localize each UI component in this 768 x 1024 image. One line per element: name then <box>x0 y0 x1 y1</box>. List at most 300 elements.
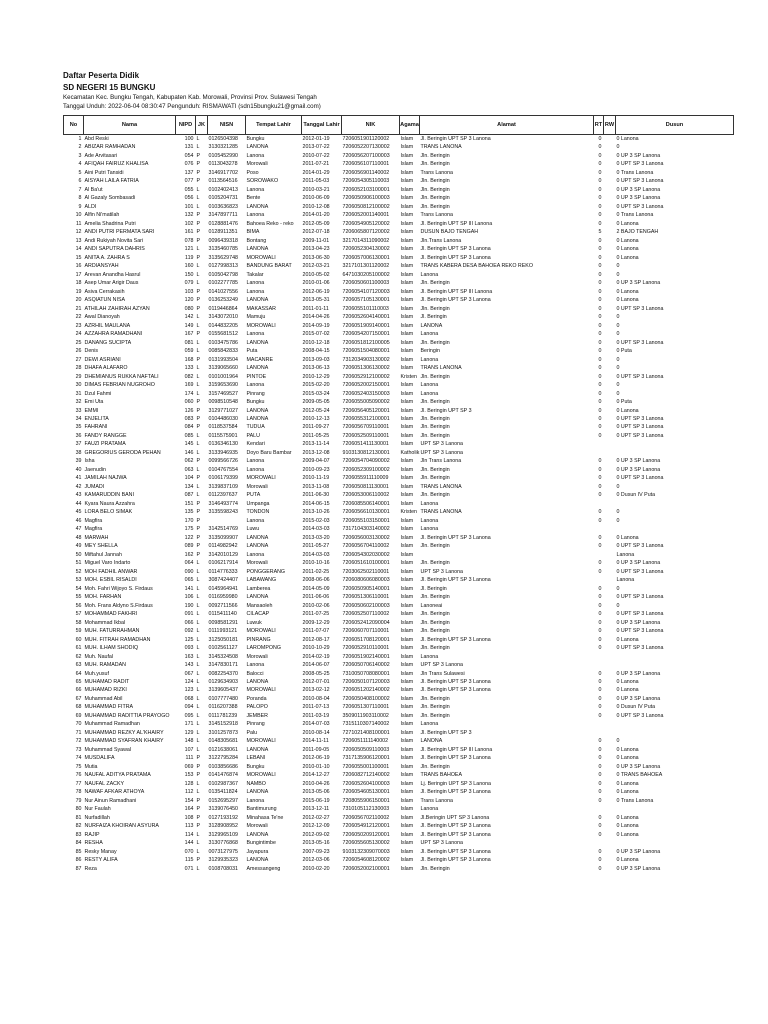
cell-nisn: 0102561127 <box>208 645 238 652</box>
cell-jk: P <box>196 458 201 465</box>
cell-tanggal-lahir: 2013-04-23 <box>302 246 330 253</box>
cell-nama: MOH FADHIL ANWAR <box>84 568 138 575</box>
cell-alamat: Jl. Beringin UPT SP 3 Lanona <box>420 246 491 253</box>
cell-tempat-lahir: MACANRE <box>246 356 273 363</box>
cell-no: 21 <box>75 305 82 312</box>
cell-rt: 0 <box>598 823 602 830</box>
cell-nisn: 3146917702 <box>208 169 238 176</box>
cell-rw <box>604 805 616 813</box>
cell-nisn: 0136346130 <box>208 441 238 448</box>
cell-agama: Islam <box>400 212 414 219</box>
cell-dusun: 0 Lanona <box>616 297 639 304</box>
cell-dusun: 0 <box>616 390 620 397</box>
cell-dusun: 0 UPT SP 3 Lanona <box>616 594 664 601</box>
cell-nisn: 0113043278 <box>208 161 238 168</box>
cell-nipd: 162 <box>184 551 194 558</box>
cell-no: 15 <box>75 254 82 261</box>
cell-tanggal-lahir: 2011-01-11 <box>302 305 329 312</box>
cell-no: 16 <box>75 263 82 270</box>
cell-jk: L <box>196 365 200 372</box>
cell-dusun: 0 Lanona <box>616 679 639 685</box>
cell-jk: L <box>196 432 200 439</box>
cell-nama: Muh. Naufal <box>84 653 114 660</box>
cell-tempat-lahir: LABAWANG <box>246 577 277 584</box>
cell-nisn: 3142514769 <box>208 526 238 533</box>
cell-no: 23 <box>75 322 82 329</box>
cell-nisn: 0126504398 <box>208 136 238 142</box>
cell-alamat: Lanona <box>420 806 439 813</box>
cell-rw <box>604 407 616 415</box>
table-row <box>64 551 734 559</box>
cell-nama: DANANG SUCIPTA <box>84 339 132 346</box>
cell-tanggal-lahir: 2011-07-07 <box>302 628 330 635</box>
cell-tanggal-lahir: 2010-08-14 <box>302 729 330 736</box>
cell-alamat: Jl. Beringin UPT SP 3 Lanona <box>420 254 491 261</box>
cell-jk: P <box>196 763 201 770</box>
cell-no: 74 <box>75 755 82 762</box>
cell-no: 3 <box>78 152 82 159</box>
cell-agama: Islam <box>400 662 414 669</box>
cell-nisn: 3130321285 <box>208 144 238 151</box>
cell-nama: Nur Ainun Ramadhani <box>84 797 137 804</box>
cell-agama: Islam <box>400 806 414 813</box>
cell-tempat-lahir: PONGGERANG <box>246 568 286 575</box>
cell-rt: 0 <box>598 763 602 770</box>
cell-agama: Islam <box>400 848 414 855</box>
col-header-nik: NIK <box>342 116 400 135</box>
table-row <box>64 525 734 533</box>
cell-tempat-lahir: Bungku <box>246 136 265 142</box>
cell-no: 71 <box>75 729 82 736</box>
cell-jk: P <box>196 806 201 813</box>
cell-tanggal-lahir: 2011-09-05 <box>302 746 330 753</box>
cell-nisn: 0115411140 <box>208 611 237 618</box>
cell-dusun: 0 UP 3 SP Lanona <box>616 763 661 770</box>
cell-tempat-lahir: LANONA <box>246 857 269 864</box>
cell-no: 85 <box>75 848 82 855</box>
cell-dusun: 0 Lanona <box>616 254 639 261</box>
cell-nisn: 3157469527 <box>208 390 238 397</box>
cell-nik: 7206051610100001 <box>342 560 390 567</box>
cell-tanggal-lahir: 2011-07-21 <box>302 161 330 168</box>
cell-nama: Dzul Fahmi <box>84 390 112 397</box>
cell-rt: 0 <box>598 178 602 185</box>
cell-nama: NAUFAL ADITYA PRATAMA <box>84 772 151 779</box>
cell-nisn: 0129634903 <box>208 679 238 685</box>
cell-alamat: Jln. Beringin <box>420 305 450 312</box>
cell-dusun: 0 UPT SP 3 Lanona <box>616 432 664 439</box>
cell-rw <box>604 211 616 219</box>
cell-tanggal-lahir: 2013-10-26 <box>302 509 330 516</box>
cell-rw <box>604 373 616 381</box>
cell-nik: 7206050812100002 <box>342 203 390 210</box>
cell-nipd: 069 <box>184 763 194 770</box>
table-row <box>64 160 734 168</box>
cell-nama: MUHAMAD RIZKI <box>84 687 127 694</box>
cell-nama: Nur Faulah <box>84 806 111 813</box>
cell-rt <box>594 729 604 737</box>
cell-jk: L <box>196 831 200 838</box>
cell-dusun: 0 UP 3 SP Lanona <box>616 619 661 626</box>
cell-tanggal-lahir: 2011-09-27 <box>302 424 330 431</box>
cell-rt: 0 <box>598 373 602 380</box>
cell-alamat: Lanona <box>420 500 439 507</box>
cell-jk: P <box>196 178 201 185</box>
cell-rw <box>604 305 616 313</box>
cell-jk: P <box>196 543 201 550</box>
cell-jk: L <box>196 628 200 635</box>
cell-nisn: 3087424407 <box>208 577 238 584</box>
cell-rt: 0 <box>598 679 602 685</box>
table-row <box>64 466 734 474</box>
cell-dusun: 0 UP 3 SP Lanona <box>616 458 661 465</box>
cell-nisn: 0099566726 <box>208 458 238 465</box>
cell-rw <box>604 737 616 745</box>
cell-jk: L <box>196 746 200 753</box>
table-row <box>64 152 734 160</box>
cell-nipd: 168 <box>184 356 194 363</box>
cell-jk: L <box>196 390 200 397</box>
cell-rt: 0 <box>598 331 602 338</box>
cell-alamat: TRANS BAHOEA <box>420 772 463 779</box>
cell-rw <box>604 440 616 448</box>
cell-dusun: 0 UPT SP 3 Lanona <box>616 415 664 422</box>
cell-alamat: Beringin <box>420 348 440 355</box>
cell-nisn: 3128908952 <box>208 823 238 830</box>
cell-alamat: Lanona <box>420 382 439 389</box>
cell-nik: 7206052002100001 <box>342 865 390 872</box>
cell-tanggal-lahir: 2010-03-21 <box>302 186 330 193</box>
cell-dusun: 0 Lanona <box>616 831 639 838</box>
table-header-row <box>64 116 734 135</box>
cell-nik: 7206051902140001 <box>342 653 390 660</box>
cell-alamat: Lanona <box>420 331 439 338</box>
table-row <box>64 254 734 262</box>
cell-rw <box>604 678 616 686</box>
cell-rw <box>604 457 616 465</box>
cell-nik: 7206052509110001 <box>342 432 390 439</box>
cell-tempat-lahir: TONDON <box>246 509 270 516</box>
cell-rw <box>604 220 616 228</box>
cell-agama: Islam <box>400 305 414 312</box>
cell-alamat: Jln. Beringin <box>420 466 450 473</box>
cell-rw <box>604 602 616 610</box>
cell-no: 39 <box>75 458 82 465</box>
cell-rt <box>594 576 604 584</box>
cell-tanggal-lahir: 2011-05-27 <box>302 543 330 550</box>
cell-dusun: 0 UPT SP 3 Lanona <box>616 424 664 431</box>
cell-rw <box>604 347 616 355</box>
cell-jk: P <box>196 475 201 482</box>
cell-nisn: 0106179399 <box>208 475 238 482</box>
table-row <box>64 432 734 440</box>
cell-nipd: 080 <box>184 305 194 312</box>
table-row <box>64 754 734 762</box>
cell-agama: Islam <box>400 721 414 728</box>
cell-dusun: 0 UPT SP 3 Lanona <box>616 305 664 312</box>
cell-rw <box>604 576 616 584</box>
cell-nisn: 0144832205 <box>208 322 238 329</box>
cell-jk: P <box>196 415 201 422</box>
cell-jk: L <box>196 339 200 346</box>
cell-dusun <box>616 500 734 508</box>
cell-alamat: Lanona <box>420 721 439 728</box>
table-row <box>64 449 734 457</box>
cell-nisn: 0127193192 <box>208 814 238 821</box>
cell-jk: L <box>196 483 200 490</box>
cell-nama: Moh. Fahri Wijoyo S. Firdaus <box>84 585 153 592</box>
cell-nama: MUHAMMAD FITRA <box>84 704 134 711</box>
cell-no: 14 <box>75 246 82 253</box>
cell-no: 48 <box>75 534 82 541</box>
cell-nama: Asiva Cerrakasih <box>84 288 125 295</box>
cell-dusun: 0 <box>616 271 620 278</box>
cell-nama: Muhammad Syawal <box>84 746 132 753</box>
cell-nama: Miguel Varo Indarto <box>84 560 131 567</box>
cell-jk: P <box>196 424 201 431</box>
table-row <box>64 627 734 635</box>
cell-alamat: Jl. Beringin <box>420 585 447 592</box>
cell-tanggal-lahir: 2012-06-19 <box>302 288 330 295</box>
cell-agama: Islam <box>400 687 414 694</box>
cell-no: 87 <box>75 865 82 872</box>
cell-nama: MUHAMMAD REZKY AL'KHAIRY <box>84 729 164 736</box>
cell-tempat-lahir: Puta <box>246 348 258 355</box>
cell-tempat-lahir: MOROWALI <box>246 628 276 635</box>
cell-nisn: 0082254370 <box>208 670 238 677</box>
cell-nisn: 0106217914 <box>208 560 238 567</box>
cell-tempat-lahir: Poso <box>246 169 259 176</box>
cell-agama: Islam <box>400 619 414 626</box>
cell-dusun: 0 UP 3 SP Lanona <box>616 195 661 202</box>
cell-agama: Islam <box>400 814 414 821</box>
cell-tempat-lahir: LAROMPONG <box>246 645 281 652</box>
cell-tempat-lahir: Lanona <box>246 517 265 524</box>
cell-agama: Islam <box>400 229 414 236</box>
cell-rt: 0 <box>598 483 602 490</box>
cell-alamat: Jln. Beringin <box>420 161 450 168</box>
cell-alamat: Jl. Beringin UPT SP 3 <box>420 729 472 736</box>
table-row <box>64 143 734 151</box>
cell-rt: 0 <box>598 237 602 244</box>
cell-no: 70 <box>75 721 82 728</box>
cell-tanggal-lahir: 2008-06-06 <box>302 577 330 584</box>
cell-no: 32 <box>75 399 82 406</box>
cell-rw <box>604 474 616 482</box>
table-row <box>64 483 734 491</box>
cell-rw <box>604 262 616 270</box>
cell-dusun: 0 <box>616 602 620 609</box>
cell-tempat-lahir: Morowali <box>246 483 268 490</box>
cell-nipd: 122 <box>184 534 194 541</box>
table-row <box>64 381 734 389</box>
cell-nik: 7206052002150001 <box>342 382 390 389</box>
cell-nisn: 3133946935 <box>208 449 238 456</box>
cell-no: 61 <box>75 645 82 652</box>
cell-nik: 7206056901140002 <box>342 169 390 176</box>
table-row <box>64 865 734 873</box>
cell-dusun: 0 Trans Lanona <box>616 797 654 804</box>
cell-nipd: 102 <box>184 220 194 227</box>
cell-dusun: Lanona <box>616 551 635 558</box>
cell-rt: 0 <box>598 288 602 295</box>
cell-nisn: 0103636823 <box>208 203 238 210</box>
cell-rt <box>594 525 604 533</box>
cell-jk: L <box>196 662 200 669</box>
cell-nipd: 083 <box>184 415 194 422</box>
cell-tanggal-lahir: 2010-10-16 <box>302 560 330 567</box>
cell-dusun: 0 Lanona <box>616 288 639 295</box>
cell-nama: AISYAH LAILA FATRIA <box>84 178 139 185</box>
cell-tempat-lahir: Morowali <box>246 560 268 567</box>
cell-nama: MUHAMMAD RADITTIA PRAYOGO <box>84 712 170 719</box>
cell-agama: Islam <box>400 797 414 804</box>
cell-nisn: 3139837109 <box>208 483 238 490</box>
cell-agama: Islam <box>400 136 414 142</box>
cell-rt: 0 <box>598 220 602 227</box>
cell-rw <box>604 822 616 830</box>
cell-nisn: 0111993121 <box>208 628 238 635</box>
cell-nik: 7206055005090002 <box>342 399 390 406</box>
cell-nisn: 3145152918 <box>208 721 238 728</box>
cell-tanggal-lahir: 2015-06-19 <box>302 797 330 804</box>
cell-no: 38 <box>75 449 82 456</box>
cell-dusun: 0 Trans Lanona <box>616 212 654 219</box>
cell-rw <box>604 568 616 576</box>
cell-nisn: 0103475786 <box>208 339 238 346</box>
cell-rw <box>604 483 616 491</box>
cell-jk: P <box>196 772 201 779</box>
cell-agama: Islam <box>400 466 414 473</box>
cell-no: 47 <box>75 526 82 533</box>
cell-nipd: 082 <box>184 373 194 380</box>
cell-dusun: 0 Lanona <box>616 636 639 643</box>
cell-dusun: 0 UPT SP 3 Lanona <box>616 543 664 550</box>
table-row <box>64 559 734 567</box>
cell-tanggal-lahir: 2012-12-09 <box>302 823 330 830</box>
cell-nisn: 0121638061 <box>208 746 238 753</box>
cell-no: 54 <box>75 585 82 592</box>
cell-no: 43 <box>75 492 82 499</box>
cell-nama: Al Gazaly Sombasadi <box>84 195 136 202</box>
table-row <box>64 296 734 304</box>
cell-nik: 7206055605130002 <box>342 840 390 847</box>
cell-rt: 0 <box>598 203 602 210</box>
cell-nipd: 126 <box>184 407 194 414</box>
cell-no: 72 <box>75 738 82 745</box>
cell-tempat-lahir: Lanona <box>246 382 265 389</box>
table-row <box>64 602 734 610</box>
cell-nama: JAMILAH NAJWA <box>84 475 127 482</box>
cell-tempat-lahir: JEMBER <box>246 712 268 719</box>
cell-rt <box>594 720 604 728</box>
cell-tanggal-lahir: 2014-11-11 <box>302 738 329 745</box>
table-row <box>64 398 734 406</box>
cell-nipd: 135 <box>184 509 194 516</box>
cell-tanggal-lahir: 2013-06-13 <box>302 365 330 372</box>
cell-nama: Nurfadillah <box>84 814 110 821</box>
cell-rt: 0 <box>598 772 602 779</box>
cell-no: 84 <box>75 840 82 847</box>
cell-alamat: Jln. Beringin <box>420 186 450 193</box>
cell-dusun: 0 UPT SP 3 Lanona <box>616 178 664 185</box>
cell-tempat-lahir: MAKASSAR <box>246 305 276 312</box>
cell-nik: 7206052103100001 <box>342 186 390 193</box>
cell-nisn: 0073127975 <box>208 848 238 855</box>
cell-nik: 7206080606080003 <box>342 577 390 584</box>
cell-rw <box>604 322 616 330</box>
cell-rw <box>604 398 616 406</box>
table-row <box>64 407 734 415</box>
table-row <box>64 194 734 202</box>
cell-rw <box>604 839 616 847</box>
cell-dusun: 0 UP 3 SP Lanona <box>616 280 661 287</box>
cell-dusun <box>616 653 734 661</box>
cell-tanggal-lahir: 2014-02-19 <box>302 653 330 660</box>
cell-nik: 7206050408100002 <box>342 695 390 702</box>
cell-dusun <box>616 440 734 448</box>
cell-nik: 7206050811130001 <box>342 483 389 490</box>
cell-nik: 7206051111140002 <box>342 738 389 745</box>
cell-agama: Islam <box>400 178 414 185</box>
cell-dusun: 0 <box>616 585 620 592</box>
cell-no: 83 <box>75 831 82 838</box>
table-row <box>64 619 734 627</box>
cell-nipd: 151 <box>184 500 194 507</box>
cell-nipd: 085 <box>184 432 194 439</box>
cell-tempat-lahir: Morowali <box>246 161 268 168</box>
cell-agama: Islam <box>400 254 414 261</box>
cell-rw <box>604 254 616 262</box>
cell-no: 55 <box>75 594 82 601</box>
cell-rw <box>604 423 616 431</box>
cell-no: 42 <box>75 483 82 490</box>
cell-tanggal-lahir: 2010-12-18 <box>302 339 330 346</box>
cell-rt: 0 <box>598 619 602 626</box>
cell-jk: L <box>196 704 200 711</box>
cell-agama: Islam <box>400 763 414 770</box>
cell-rw <box>604 865 616 873</box>
cell-agama: Islam <box>400 263 414 270</box>
cell-nipd: 114 <box>185 831 194 838</box>
cell-tanggal-lahir: 2013-03-20 <box>302 534 330 541</box>
cell-nisn: 0115575901 <box>208 432 238 439</box>
cell-rt: 0 <box>598 432 602 439</box>
cell-jk: P <box>196 220 201 227</box>
cell-rw <box>604 203 616 211</box>
cell-dusun <box>616 661 734 669</box>
cell-nipd: 078 <box>184 237 194 244</box>
cell-tanggal-lahir: 2010-06-09 <box>302 195 330 202</box>
cell-dusun: 0 UPT SP 3 Lanona <box>616 611 664 618</box>
cell-dusun: 0 Lanona <box>616 746 639 753</box>
table-body <box>64 135 734 874</box>
cell-jk: P <box>196 526 201 533</box>
cell-rt <box>594 440 604 448</box>
cell-agama: Islam <box>400 161 414 168</box>
cell-rw <box>604 152 616 160</box>
cell-jk: L <box>196 840 200 847</box>
cell-dusun: 0 Dusun IV Puta <box>616 492 656 499</box>
cell-nama: FANDY RANGGE <box>84 432 127 439</box>
cell-dusun: 0 UP 3 SP Lanona <box>616 695 661 702</box>
col-header-alamat: Alamat <box>420 116 594 135</box>
cell-rw <box>604 619 616 627</box>
cell-jk: P <box>196 297 201 304</box>
cell-nama: ENJELITA <box>84 415 109 422</box>
cell-rt <box>594 551 604 559</box>
cell-agama: Islam <box>400 653 414 660</box>
